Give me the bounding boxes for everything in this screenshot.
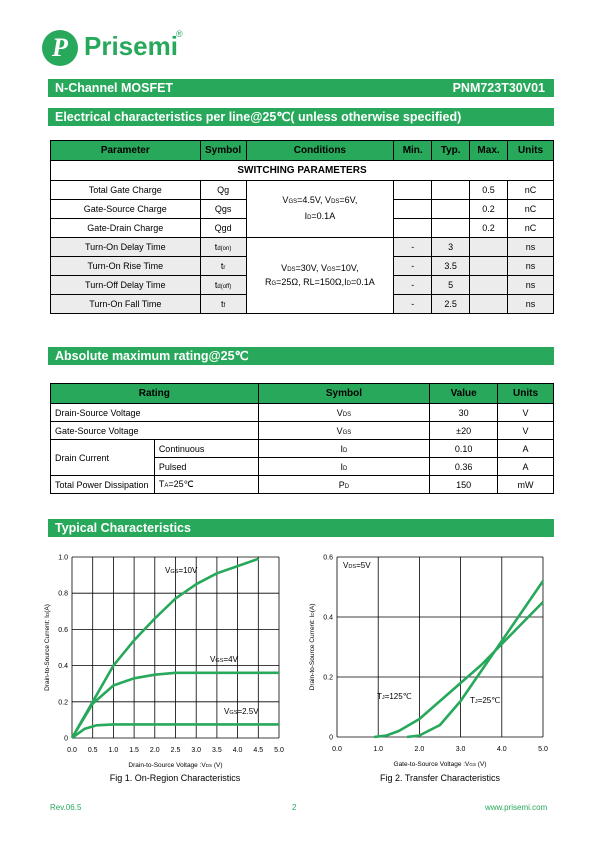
fig1-caption: Fig 1. On-Region Characteristics — [109, 773, 241, 783]
x-tick-label: 1.0 — [108, 747, 119, 754]
absolute-rating-table — [50, 383, 554, 494]
x-tick-label: 1.0 — [373, 746, 384, 753]
col-header: Conditions — [246, 141, 394, 161]
col-header: Symbol — [200, 141, 246, 161]
x-tick-label: 1.5 — [129, 747, 139, 754]
col-header: Units — [508, 141, 554, 161]
max-cell — [470, 295, 508, 314]
sub-rating-cell: Continuous — [154, 440, 258, 458]
table-row — [51, 238, 554, 257]
param-cell: Turn-Off Delay Time — [51, 276, 201, 295]
curve-annotation: TJ=25℃ — [470, 696, 501, 705]
unit-cell: V — [498, 422, 554, 440]
table-row — [51, 476, 554, 494]
col-header: Max. — [470, 141, 508, 161]
x-tick-label: 5.0 — [274, 747, 284, 754]
symbol-cell: tr — [200, 257, 246, 276]
curve-annotation: VGS=4V — [210, 655, 238, 664]
unit-cell: ns — [508, 295, 554, 314]
symbol-cell: tf — [200, 295, 246, 314]
registered-mark: ® — [176, 29, 183, 39]
typ-cell: 3 — [432, 238, 470, 257]
max-cell — [470, 238, 508, 257]
unit-cell: A — [498, 458, 554, 476]
sub-rating-cell: Pulsed — [154, 458, 258, 476]
y-tick-label: 1.0 — [58, 554, 68, 562]
brand-name: Prisemi — [84, 31, 178, 61]
y-tick-label: 0.6 — [58, 626, 68, 634]
unit-cell: mW — [498, 476, 554, 494]
typ-cell: 5 — [432, 276, 470, 295]
sub-rating-cell: TA=25℃ — [154, 476, 258, 494]
rating-cell: Drain-Source Voltage — [51, 404, 259, 422]
unit-cell: nC — [508, 200, 554, 219]
rating-cell: Gate-Source Voltage — [51, 422, 259, 440]
curve-annotation: VGS=2.5V — [224, 707, 259, 716]
y-axis-label: Drain-to-Source Current: ID(A) — [44, 604, 51, 691]
col-header: Parameter — [51, 141, 201, 161]
typ-cell — [432, 181, 470, 200]
unit-cell: ns — [508, 238, 554, 257]
typ-cell: 3.5 — [432, 257, 470, 276]
table-row — [51, 422, 554, 440]
max-cell — [470, 276, 508, 295]
electrical-table — [50, 140, 554, 314]
param-cell: Total Gate Charge — [51, 181, 201, 200]
website-link[interactable]: www.prisemi.com — [485, 803, 548, 812]
chart-fig2 — [309, 555, 548, 769]
rating-cell: Total Power Dissipation — [51, 476, 155, 494]
min-cell: - — [394, 295, 432, 314]
x-tick-label: 4.5 — [253, 747, 264, 754]
x-tick-label: 5.0 — [538, 746, 548, 753]
y-tick-label: 0.8 — [58, 590, 68, 598]
param-cell: Gate-Source Charge — [51, 200, 201, 219]
y-axis-label: Drain-to-Source Current: ID(A) — [309, 603, 316, 691]
param-cell: Gate-Drain Charge — [51, 219, 201, 238]
charts-area — [0, 540, 595, 790]
y-tick-label: 0 — [329, 734, 333, 742]
x-tick-label: 0.0 — [67, 747, 77, 754]
conditions-cell-switching: VDS=30V, VGS=10V, RG=25Ω, RL=150Ω,ID=0.1A — [246, 238, 394, 314]
max-cell: 0.2 — [470, 219, 508, 238]
curve-annotation: VGS=10V — [165, 566, 198, 575]
series-line-1 — [374, 602, 543, 737]
x-axis-label: Gate-to-Source Voltage :VGS (V) — [393, 761, 487, 768]
x-tick-label: 4.0 — [496, 746, 507, 753]
x-axis-label: Drain-to-Source Voltage :VDS (V) — [128, 762, 223, 769]
symbol-cell: Qg — [200, 181, 246, 200]
value-cell: ±20 — [430, 422, 498, 440]
revision: Rev.06.5 — [50, 803, 82, 812]
param-cell: Turn-On Delay Time — [51, 238, 201, 257]
typ-cell — [432, 219, 470, 238]
fig2-caption: Fig 2. Transfer Characteristics — [379, 773, 501, 783]
conditions-cell-charge: VGS=4.5V, VDS=6V, ID=0.1A — [246, 181, 394, 238]
symbol-cell: td(off) — [200, 276, 246, 295]
table-row — [51, 440, 554, 458]
col-header: Units — [498, 384, 554, 404]
value-cell: 150 — [430, 476, 498, 494]
x-tick-label: 0.0 — [332, 746, 342, 753]
typ-cell — [432, 200, 470, 219]
max-cell: 0.2 — [470, 200, 508, 219]
y-tick-label: 0.4 — [323, 614, 333, 622]
rating-cell: Drain Current — [51, 440, 155, 476]
x-tick-label: 3.0 — [455, 746, 466, 753]
symbol-cell: VGS — [258, 422, 430, 440]
symbol-cell: td(on) — [200, 238, 246, 257]
symbol-cell: PD — [258, 476, 430, 494]
min-cell: - — [394, 238, 432, 257]
x-tick-label: 3.5 — [212, 747, 222, 754]
min-cell — [394, 219, 432, 238]
min-cell: - — [394, 276, 432, 295]
min-cell: - — [394, 257, 432, 276]
col-header: Value — [430, 384, 498, 404]
value-cell: 30 — [430, 404, 498, 422]
product-type: N-Channel MOSFET — [55, 81, 174, 95]
value-cell: 0.10 — [430, 440, 498, 458]
min-cell — [394, 200, 432, 219]
x-tick-label: 2.0 — [149, 747, 160, 754]
switching-parameters-label: SWITCHING PARAMETERS — [51, 161, 554, 181]
x-tick-label: 3.0 — [191, 747, 202, 754]
symbol-cell: ID — [258, 440, 430, 458]
y-tick-label: 0.2 — [323, 674, 333, 682]
symbol-cell: ID — [258, 458, 430, 476]
param-cell: Turn-On Rise Time — [51, 257, 201, 276]
max-cell — [470, 257, 508, 276]
unit-cell: nC — [508, 181, 554, 200]
table-row — [51, 181, 554, 200]
y-tick-label: 0.2 — [58, 699, 68, 707]
absolute-header-row — [51, 384, 554, 404]
unit-cell: nC — [508, 219, 554, 238]
absolute-section-title: Absolute maximum rating@25℃ — [48, 347, 554, 365]
value-cell: 0.36 — [430, 458, 498, 476]
typical-section-title: Typical Characteristics — [48, 519, 554, 537]
x-tick-label: 2.0 — [414, 746, 425, 753]
chart-fig1 — [44, 555, 284, 770]
typ-cell: 2.5 — [432, 295, 470, 314]
col-header: Symbol — [258, 384, 430, 404]
curve-annotation: VDS=5V — [343, 561, 371, 570]
brand-logo-letter: P — [52, 33, 68, 62]
min-cell — [394, 181, 432, 200]
unit-cell: A — [498, 440, 554, 458]
symbol-cell: Qgs — [200, 200, 246, 219]
col-header: Rating — [51, 384, 259, 404]
x-tick-label: 4.0 — [232, 747, 243, 754]
col-header: Typ. — [432, 141, 470, 161]
y-tick-label: 0.6 — [323, 554, 333, 562]
y-tick-label: 0 — [64, 735, 68, 743]
section-row — [51, 161, 554, 181]
electrical-header-row — [51, 141, 554, 161]
part-number: PNM723T30V01 — [452, 81, 545, 95]
page-number: 2 — [292, 803, 297, 812]
y-tick-label: 0.4 — [58, 663, 68, 671]
unit-cell: ns — [508, 257, 554, 276]
unit-cell: ns — [508, 276, 554, 295]
symbol-cell: Qgd — [200, 219, 246, 238]
unit-cell: V — [498, 404, 554, 422]
electrical-section-title: Electrical characteristics per line@25℃( unless otherwise specified) — [48, 108, 554, 126]
x-tick-label: 0.5 — [87, 747, 98, 754]
symbol-cell: VDS — [258, 404, 430, 422]
curve-annotation: TJ=125℃ — [377, 692, 412, 701]
x-tick-label: 2.5 — [170, 747, 181, 754]
max-cell: 0.5 — [470, 181, 508, 200]
product-header-bar — [48, 79, 554, 97]
col-header: Min. — [394, 141, 432, 161]
param-cell: Turn-On Fall Time — [51, 295, 201, 314]
table-row — [51, 404, 554, 422]
